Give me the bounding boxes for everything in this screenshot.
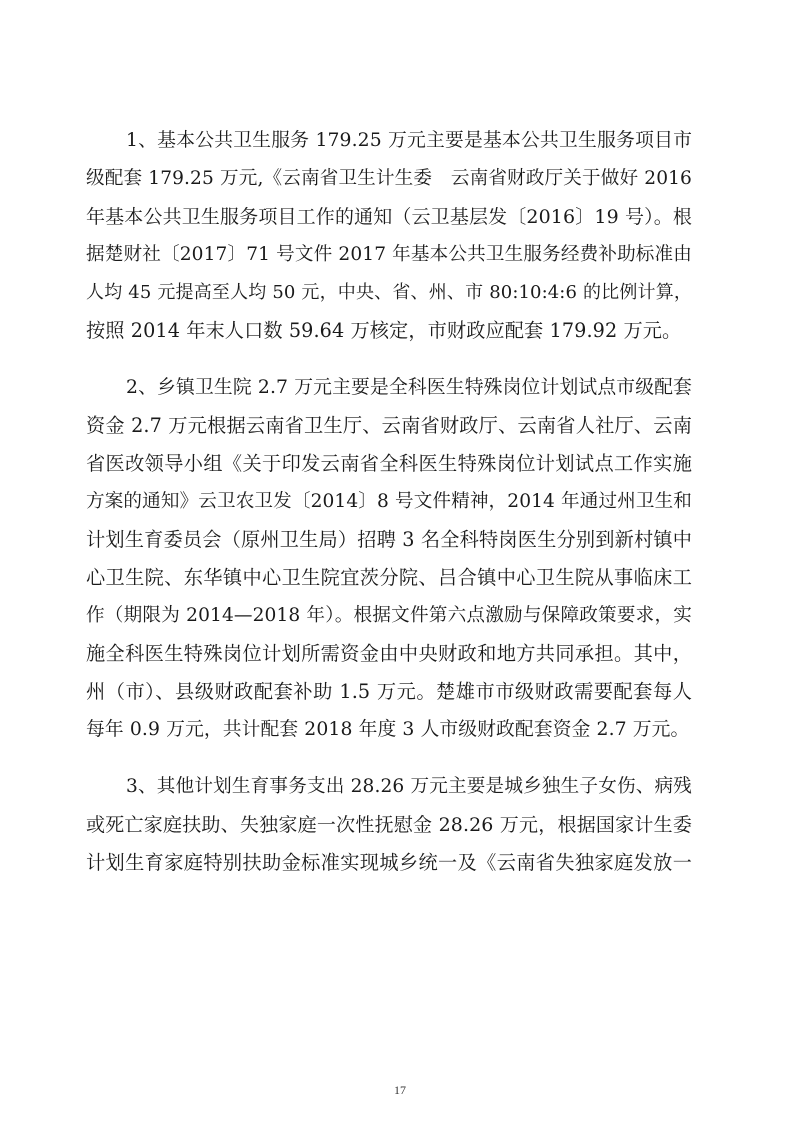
- text-line: 1、基本公共卫生服务 179.25 万元主要是基本公共卫生服务项目市: [126, 130, 692, 151]
- text-line: 级配套 179.25 万元,《云南省卫生计生委 云南省财政厅关于做好 2016: [86, 168, 692, 189]
- text-line: 施全科医生特殊岗位计划所需资金由中央财政和地方共同承担。其中，: [86, 642, 692, 665]
- text-line: 据楚财社〔2017〕71 号文件 2017 年基本公共卫生服务经费补助标准由: [86, 244, 692, 265]
- text-line: 省医改领导小组《关于印发云南省全科医生特殊岗位计划试点工作实施: [86, 452, 692, 475]
- paragraph-2: [86, 369, 692, 749]
- text-line: 2、乡镇卫生院 2.7 万元主要是全科医生特殊岗位计划试点市级配套: [126, 377, 692, 398]
- text-line: 方案的通知》云卫农卫发〔2014〕8 号文件精神，2014 年通过州卫生和: [86, 491, 692, 512]
- paragraph-1: [86, 122, 692, 350]
- body-text: [86, 122, 692, 901]
- paragraph-3: [86, 768, 692, 882]
- text-line: 州（市）、县级财政配套补助 1.5 万元。楚雄市市级财政需要配套每人: [86, 680, 692, 703]
- page-number: 17: [394, 1083, 406, 1097]
- text-line: 年基本公共卫生服务项目工作的通知（云卫基层发〔2016〕19 号）。根: [86, 206, 692, 228]
- text-line: 计划生育家庭特别扶助金标准实现城乡统一及《云南省失独家庭发放一: [86, 851, 692, 874]
- text-line: 心卫生院、东华镇中心卫生院宜茨分院、吕合镇中心卫生院从事临床工: [86, 566, 692, 589]
- text-line: 人均 45 元提高至人均 50 元，中央、省、州、市 80:10:4:6 的比例计算，: [86, 282, 692, 303]
- text-line: 3、其他计划生育事务支出 28.26 万元主要是城乡独生子女伤、病残: [126, 776, 692, 797]
- text-line: 计划生育委员会（原州卫生局）招聘 3 名全科特岗医生分别到新村镇中: [86, 528, 692, 551]
- text-line: 每年 0.9 万元，共计配套 2018 年度 3 人市级财政配套资金 2.7 万元。: [86, 719, 690, 740]
- text-line: 资金 2.7 万元根据云南省卫生厅、云南省财政厅、云南省人社厅、云南: [86, 414, 692, 437]
- text-line: 作（期限为 2014—2018 年）。根据文件第六点激励与保障政策要求，实: [86, 605, 692, 626]
- text-line: 按照 2014 年末人口数 59.64 万核定，市财政应配套 179.92 万元。: [86, 319, 682, 342]
- text-line: 或死亡家庭扶助、失独家庭一次性抚慰金 28.26 万元，根据国家计生委: [86, 814, 692, 836]
